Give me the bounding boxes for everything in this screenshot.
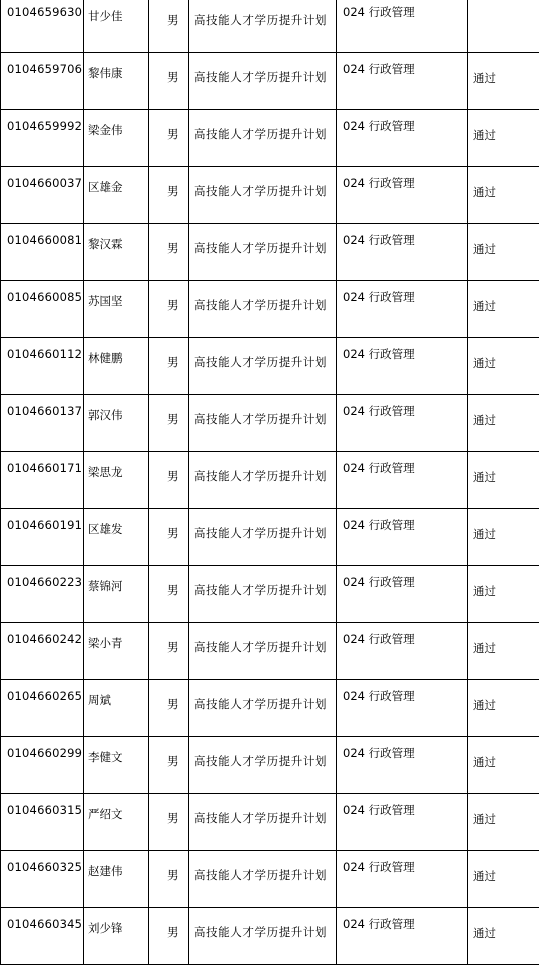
student-name-cell: 刘少锋 bbox=[84, 908, 149, 965]
major-cell: 024 行政管理 bbox=[337, 338, 468, 395]
major-cell: 024 行政管理 bbox=[337, 737, 468, 794]
major-cell: 024 行政管理 bbox=[337, 281, 468, 338]
student-id-cell: 0104659706 bbox=[1, 53, 84, 110]
table-row bbox=[1, 737, 539, 794]
table-row bbox=[1, 851, 539, 908]
plan-cell: 高技能人才学历提升计划 bbox=[189, 680, 337, 737]
plan-cell: 高技能人才学历提升计划 bbox=[189, 224, 337, 281]
major-cell: 024 行政管理 bbox=[337, 908, 468, 965]
table-row bbox=[1, 566, 539, 623]
student-name-cell: 赵建伟 bbox=[84, 851, 149, 908]
student-id-cell: 0104660037 bbox=[1, 167, 84, 224]
gender-cell: 男 bbox=[149, 680, 189, 737]
student-name-cell: 周斌 bbox=[84, 680, 149, 737]
plan-cell: 高技能人才学历提升计划 bbox=[189, 281, 337, 338]
table-row bbox=[1, 509, 539, 566]
result-cell: 通过 bbox=[468, 110, 539, 167]
student-id-cell: 0104660085 bbox=[1, 281, 84, 338]
result-cell: 通过 bbox=[468, 851, 539, 908]
result-cell: 通过 bbox=[468, 281, 539, 338]
major-cell: 024 行政管理 bbox=[337, 53, 468, 110]
student-id-cell: 0104660345 bbox=[1, 908, 84, 965]
result-cell: 通过 bbox=[468, 623, 539, 680]
plan-cell: 高技能人才学历提升计划 bbox=[189, 0, 337, 53]
plan-cell: 高技能人才学历提升计划 bbox=[189, 737, 337, 794]
table-row bbox=[1, 0, 539, 53]
major-cell: 024 行政管理 bbox=[337, 509, 468, 566]
table-row bbox=[1, 623, 539, 680]
plan-cell: 高技能人才学历提升计划 bbox=[189, 623, 337, 680]
plan-cell: 高技能人才学历提升计划 bbox=[189, 338, 337, 395]
result-cell: 通过 bbox=[468, 167, 539, 224]
student-id-cell: 0104660191 bbox=[1, 509, 84, 566]
student-id-cell: 0104660171 bbox=[1, 452, 84, 509]
table-row bbox=[1, 908, 539, 965]
plan-cell: 高技能人才学历提升计划 bbox=[189, 110, 337, 167]
gender-cell: 男 bbox=[149, 623, 189, 680]
student-name-cell: 蔡锦河 bbox=[84, 566, 149, 623]
student-name-cell: 梁思龙 bbox=[84, 452, 149, 509]
table-row bbox=[1, 224, 539, 281]
result-cell bbox=[468, 0, 539, 53]
gender-cell: 男 bbox=[149, 737, 189, 794]
table-row bbox=[1, 53, 539, 110]
major-cell: 024 行政管理 bbox=[337, 167, 468, 224]
result-cell: 通过 bbox=[468, 53, 539, 110]
student-name-cell: 区雄金 bbox=[84, 167, 149, 224]
table-row bbox=[1, 281, 539, 338]
plan-cell: 高技能人才学历提升计划 bbox=[189, 908, 337, 965]
gender-cell: 男 bbox=[149, 281, 189, 338]
gender-cell: 男 bbox=[149, 452, 189, 509]
plan-cell: 高技能人才学历提升计划 bbox=[189, 566, 337, 623]
result-cell: 通过 bbox=[468, 395, 539, 452]
gender-cell: 男 bbox=[149, 566, 189, 623]
result-cell: 通过 bbox=[468, 908, 539, 965]
student-name-cell: 苏国坚 bbox=[84, 281, 149, 338]
major-cell: 024 行政管理 bbox=[337, 851, 468, 908]
student-name-cell: 梁金伟 bbox=[84, 110, 149, 167]
student-name-cell: 黎汉霖 bbox=[84, 224, 149, 281]
plan-cell: 高技能人才学历提升计划 bbox=[189, 53, 337, 110]
gender-cell: 男 bbox=[149, 509, 189, 566]
gender-cell: 男 bbox=[149, 338, 189, 395]
student-id-cell: 0104660242 bbox=[1, 623, 84, 680]
table-row bbox=[1, 680, 539, 737]
major-cell: 024 行政管理 bbox=[337, 224, 468, 281]
result-cell: 通过 bbox=[468, 566, 539, 623]
major-cell: 024 行政管理 bbox=[337, 0, 468, 53]
gender-cell: 男 bbox=[149, 224, 189, 281]
result-cell: 通过 bbox=[468, 794, 539, 851]
student-id-cell: 0104660137 bbox=[1, 395, 84, 452]
major-cell: 024 行政管理 bbox=[337, 566, 468, 623]
result-cell: 通过 bbox=[468, 452, 539, 509]
major-cell: 024 行政管理 bbox=[337, 110, 468, 167]
result-cell: 通过 bbox=[468, 338, 539, 395]
results-table-body bbox=[1, 0, 539, 965]
major-cell: 024 行政管理 bbox=[337, 623, 468, 680]
student-id-cell: 0104659630 bbox=[1, 0, 84, 53]
major-cell: 024 行政管理 bbox=[337, 395, 468, 452]
student-name-cell: 郭汉伟 bbox=[84, 395, 149, 452]
gender-cell: 男 bbox=[149, 851, 189, 908]
student-id-cell: 0104660112 bbox=[1, 338, 84, 395]
student-name-cell: 黎伟康 bbox=[84, 53, 149, 110]
student-id-cell: 0104660081 bbox=[1, 224, 84, 281]
plan-cell: 高技能人才学历提升计划 bbox=[189, 851, 337, 908]
student-name-cell: 甘少佳 bbox=[84, 0, 149, 53]
result-cell: 通过 bbox=[468, 509, 539, 566]
table-row bbox=[1, 395, 539, 452]
major-cell: 024 行政管理 bbox=[337, 452, 468, 509]
table-row bbox=[1, 338, 539, 395]
plan-cell: 高技能人才学历提升计划 bbox=[189, 452, 337, 509]
student-name-cell: 区雄发 bbox=[84, 509, 149, 566]
result-cell: 通过 bbox=[468, 224, 539, 281]
student-id-cell: 0104659992 bbox=[1, 110, 84, 167]
gender-cell: 男 bbox=[149, 167, 189, 224]
student-id-cell: 0104660265 bbox=[1, 680, 84, 737]
gender-cell: 男 bbox=[149, 908, 189, 965]
plan-cell: 高技能人才学历提升计划 bbox=[189, 395, 337, 452]
gender-cell: 男 bbox=[149, 110, 189, 167]
plan-cell: 高技能人才学历提升计划 bbox=[189, 794, 337, 851]
table-row bbox=[1, 167, 539, 224]
major-cell: 024 行政管理 bbox=[337, 794, 468, 851]
result-cell: 通过 bbox=[468, 680, 539, 737]
plan-cell: 高技能人才学历提升计划 bbox=[189, 167, 337, 224]
student-name-cell: 李健文 bbox=[84, 737, 149, 794]
student-id-cell: 0104660315 bbox=[1, 794, 84, 851]
major-cell: 024 行政管理 bbox=[337, 680, 468, 737]
student-name-cell: 严绍文 bbox=[84, 794, 149, 851]
gender-cell: 男 bbox=[149, 395, 189, 452]
plan-cell: 高技能人才学历提升计划 bbox=[189, 509, 337, 566]
student-name-cell: 梁小青 bbox=[84, 623, 149, 680]
gender-cell: 男 bbox=[149, 794, 189, 851]
student-id-cell: 0104660325 bbox=[1, 851, 84, 908]
student-name-cell: 林健鹏 bbox=[84, 338, 149, 395]
student-id-cell: 0104660223 bbox=[1, 566, 84, 623]
table-row bbox=[1, 452, 539, 509]
gender-cell: 男 bbox=[149, 0, 189, 53]
student-id-cell: 0104660299 bbox=[1, 737, 84, 794]
table-row bbox=[1, 110, 539, 167]
gender-cell: 男 bbox=[149, 53, 189, 110]
result-cell: 通过 bbox=[468, 737, 539, 794]
table-row bbox=[1, 794, 539, 851]
